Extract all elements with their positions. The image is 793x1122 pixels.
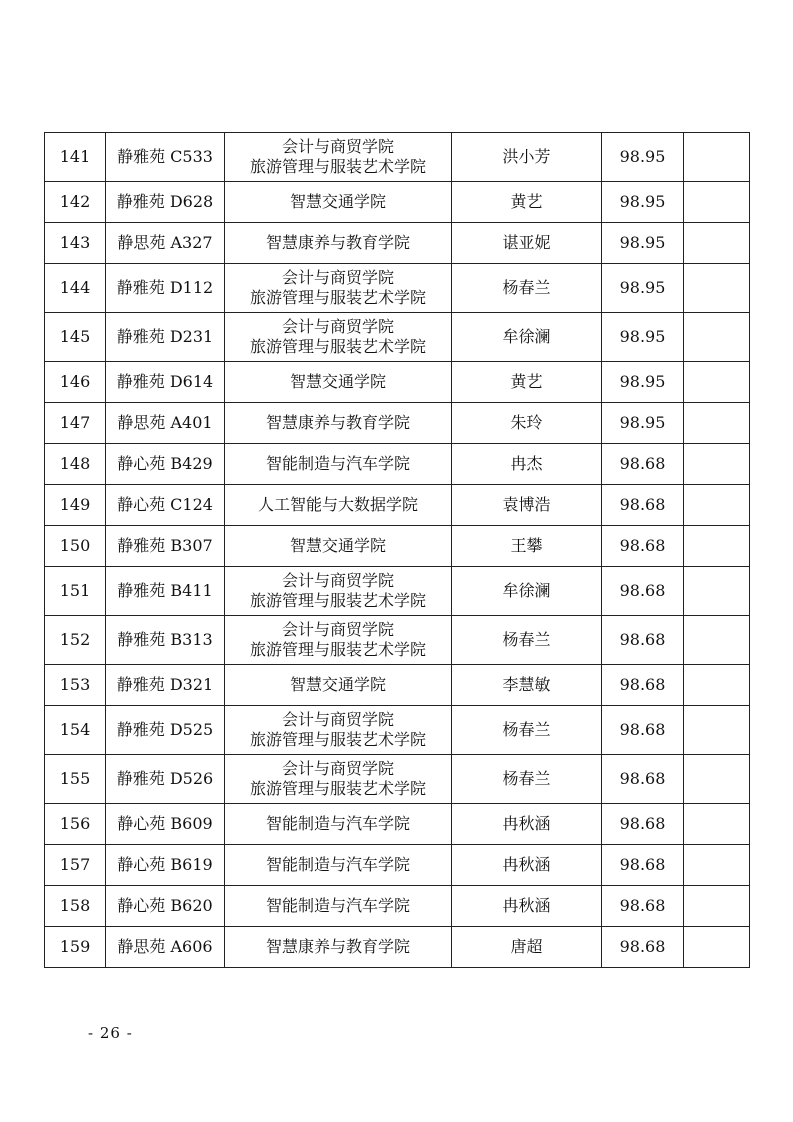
college-cell [225,927,452,968]
college-cell [225,755,452,804]
dormitory-cell: 静心苑 B429 [106,444,225,485]
note-cell [684,526,750,567]
college-name: 旅游管理与服装艺术学院 [249,288,426,307]
row-number-cell: 145 [45,313,106,362]
note-cell [684,616,750,665]
name-cell: 朱玲 [452,403,602,444]
name-cell: 袁博浩 [452,485,602,526]
score-cell: 98.95 [602,182,684,223]
name-cell: 洪小芳 [452,133,602,182]
table-body [45,133,750,968]
name-cell: 杨春兰 [452,616,602,665]
row-number-cell: 157 [45,845,106,886]
table-row [45,755,750,804]
table-row [45,182,750,223]
name-cell: 杨春兰 [452,706,602,755]
college-cell [225,362,452,403]
note-cell [684,485,750,526]
college-cell [225,485,452,526]
row-number-cell: 151 [45,567,106,616]
college-name: 会计与商贸学院 [281,571,394,590]
dormitory-cell: 静雅苑 B411 [106,567,225,616]
score-cell: 98.95 [602,264,684,313]
college-name: 会计与商贸学院 [281,317,394,336]
dormitory-cell: 静雅苑 D231 [106,313,225,362]
college-name: 会计与商贸学院 [281,620,394,639]
row-number-cell: 143 [45,223,106,264]
name-cell: 唐超 [452,927,602,968]
table-row [45,927,750,968]
name-cell: 杨春兰 [452,264,602,313]
dormitory-cell: 静心苑 B609 [106,804,225,845]
college-cell [225,313,452,362]
note-cell [684,362,750,403]
table-row [45,567,750,616]
name-cell: 冉秋涵 [452,845,602,886]
college-cell [225,886,452,927]
college-name: 智能制造与汽车学院 [265,855,410,874]
dormitory-cell: 静雅苑 D525 [106,706,225,755]
college-name: 会计与商贸学院 [281,710,394,729]
row-number-cell: 149 [45,485,106,526]
note-cell [684,567,750,616]
table-row [45,133,750,182]
college-cell [225,804,452,845]
note-cell [684,313,750,362]
college-name: 旅游管理与服装艺术学院 [249,157,426,176]
table-row [45,264,750,313]
college-name: 智慧康养与教育学院 [265,937,410,956]
score-cell: 98.68 [602,845,684,886]
college-name: 会计与商贸学院 [281,268,394,287]
name-cell: 冉秋涵 [452,886,602,927]
name-cell: 王攀 [452,526,602,567]
score-cell: 98.68 [602,804,684,845]
name-cell: 黄艺 [452,362,602,403]
table-row [45,845,750,886]
note-cell [684,223,750,264]
name-cell: 冉杰 [452,444,602,485]
row-number-cell: 142 [45,182,106,223]
table-row [45,706,750,755]
dormitory-cell: 静心苑 C124 [106,485,225,526]
dormitory-cell: 静雅苑 D526 [106,755,225,804]
college-name: 旅游管理与服装艺术学院 [249,730,426,749]
college-name: 智慧交通学院 [289,675,386,694]
row-number-cell: 152 [45,616,106,665]
row-number-cell: 148 [45,444,106,485]
dormitory-cell: 静雅苑 B307 [106,526,225,567]
note-cell [684,845,750,886]
row-number-cell: 155 [45,755,106,804]
table-row [45,804,750,845]
college-name: 智能制造与汽车学院 [265,814,410,833]
note-cell [684,403,750,444]
score-cell: 98.68 [602,665,684,706]
college-cell [225,403,452,444]
college-cell [225,567,452,616]
name-cell: 谌亚妮 [452,223,602,264]
college-name: 智能制造与汽车学院 [265,896,410,915]
name-cell: 冉秋涵 [452,804,602,845]
college-cell [225,526,452,567]
table-row [45,485,750,526]
college-name: 智慧交通学院 [289,192,386,211]
college-name: 智慧交通学院 [289,372,386,391]
college-cell [225,223,452,264]
table-row [45,886,750,927]
dormitory-cell: 静雅苑 B313 [106,616,225,665]
dormitory-cell: 静心苑 B620 [106,886,225,927]
college-cell [225,706,452,755]
dormitory-cell: 静思苑 A401 [106,403,225,444]
name-cell: 杨春兰 [452,755,602,804]
college-name: 智慧交通学院 [289,536,386,555]
row-number-cell: 141 [45,133,106,182]
college-name: 旅游管理与服装艺术学院 [249,640,426,659]
table-row [45,616,750,665]
score-cell: 98.68 [602,567,684,616]
table-row [45,362,750,403]
note-cell [684,133,750,182]
row-number-cell: 156 [45,804,106,845]
score-cell: 98.95 [602,133,684,182]
score-cell: 98.95 [602,313,684,362]
dormitory-cell: 静心苑 B619 [106,845,225,886]
score-cell: 98.68 [602,886,684,927]
table-row [45,526,750,567]
college-name: 智慧康养与教育学院 [265,413,410,432]
row-number-cell: 146 [45,362,106,403]
dormitory-cell: 静雅苑 D112 [106,264,225,313]
college-name: 旅游管理与服装艺术学院 [249,779,426,798]
note-cell [684,927,750,968]
score-cell: 98.95 [602,403,684,444]
name-cell: 牟徐澜 [452,567,602,616]
note-cell [684,444,750,485]
score-cell: 98.68 [602,616,684,665]
row-number-cell: 144 [45,264,106,313]
row-number-cell: 154 [45,706,106,755]
college-cell [225,264,452,313]
row-number-cell: 150 [45,526,106,567]
dormitory-cell: 静雅苑 D321 [106,665,225,706]
note-cell [684,665,750,706]
note-cell [684,706,750,755]
name-cell: 黄艺 [452,182,602,223]
dormitory-cell: 静思苑 A327 [106,223,225,264]
college-name: 会计与商贸学院 [281,137,394,156]
score-cell: 98.95 [602,362,684,403]
table-row [45,223,750,264]
dormitory-cell: 静雅苑 D614 [106,362,225,403]
college-name: 旅游管理与服装艺术学院 [249,337,426,356]
score-cell: 98.68 [602,444,684,485]
college-cell [225,845,452,886]
table-row [45,665,750,706]
college-name: 旅游管理与服装艺术学院 [249,591,426,610]
score-cell: 98.68 [602,755,684,804]
dormitory-cell: 静雅苑 D628 [106,182,225,223]
college-name: 人工智能与大数据学院 [257,495,418,514]
row-number-cell: 158 [45,886,106,927]
score-cell: 98.95 [602,223,684,264]
row-number-cell: 147 [45,403,106,444]
college-cell [225,665,452,706]
dormitory-cell: 静雅苑 C533 [106,133,225,182]
college-name: 智能制造与汽车学院 [265,454,410,473]
table-row [45,403,750,444]
score-cell: 98.68 [602,927,684,968]
note-cell [684,264,750,313]
college-name: 会计与商贸学院 [281,759,394,778]
note-cell [684,182,750,223]
table-row [45,313,750,362]
college-cell [225,444,452,485]
row-number-cell: 153 [45,665,106,706]
dormitory-score-table [44,132,750,968]
college-cell [225,182,452,223]
note-cell [684,804,750,845]
college-cell [225,133,452,182]
dormitory-cell: 静思苑 A606 [106,927,225,968]
score-cell: 98.68 [602,706,684,755]
row-number-cell: 159 [45,927,106,968]
name-cell: 李慧敏 [452,665,602,706]
note-cell [684,755,750,804]
college-name: 智慧康养与教育学院 [265,233,410,252]
college-cell [225,616,452,665]
page-number: - 26 - [88,1024,133,1042]
score-cell: 98.68 [602,485,684,526]
table-row [45,444,750,485]
name-cell: 牟徐澜 [452,313,602,362]
note-cell [684,886,750,927]
score-cell: 98.68 [602,526,684,567]
